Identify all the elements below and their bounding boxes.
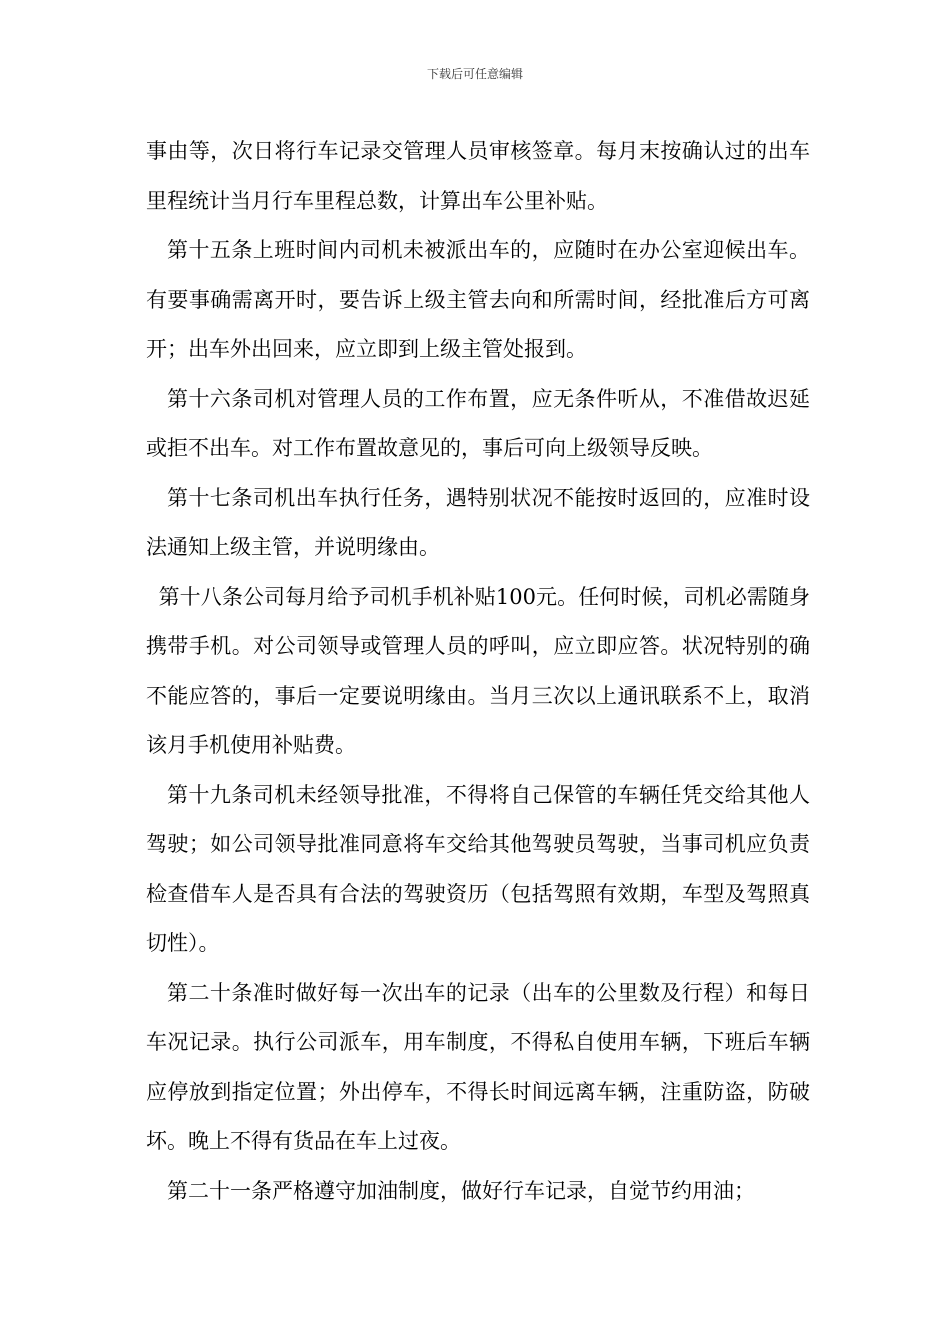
paragraph-article-15: 第十五条上班时间内司机未被派出车的，应随时在办公室迎候出车。有要事确需离开时，要告诉上级主管去向和所需时间，经批准后方可离开；出车外出回来，应立即到上级主管处报到。 (146, 238, 810, 361)
paragraph-article-19: 第十九条司机未经领导批准，不得将自己保管的车辆任凭交给其他人驾驶；如公司领导批准同意将车交给其他驾驶员驾驶，当事司机应负责检查借车人是否具有合法的驾驶资历（包括驾照有效期，车型及驾照真切性）。 (146, 782, 810, 955)
header-note: 下载后可任意编辑 (426, 67, 523, 81)
paragraph-article-20: 第二十条准时做好每一次出车的记录（出车的公里数及行程）和每日车况记录。执行公司派车，用车制度，不得私自使用车辆，下班后车辆应停放到指定位置；外出停车，不得长时间远离车辆，注重防盗，防破坏。晚上不得有货品在车上过夜。 (146, 980, 810, 1153)
document-body (146, 127, 810, 1216)
paragraph-article-21: 第二十一条严格遵守加油制度，做好行车记录，自觉节约用油； (167, 1178, 755, 1203)
paragraph-article-16: 第十六条司机对管理人员的工作布置，应无条件听从，不准借故迟延或拒不出车。对工作布置故意见的，事后可向上级领导反映。 (146, 386, 810, 460)
paragraph-article-18: 第十八条公司每月给予司机手机补贴100元。任何时候，司机必需随身携带手机。对公司领导或管理人员的呼叫，应立即应答。状况特别的确不能应答的，事后一定要说明缘由。当月三次以上通讯联系不上，取消该月手机使用补贴费。 (146, 584, 810, 757)
paragraph-continuation: 事由等，次日将行车记录交管理人员审核签章。每月末按确认过的出车里程统计当月行车里程总数，计算出车公里补贴。 (146, 139, 810, 213)
paragraph-article-17: 第十七条司机出车执行任务，遇特别状况不能按时返回的，应准时设法通知上级主管，并说明缘由。 (146, 485, 810, 559)
